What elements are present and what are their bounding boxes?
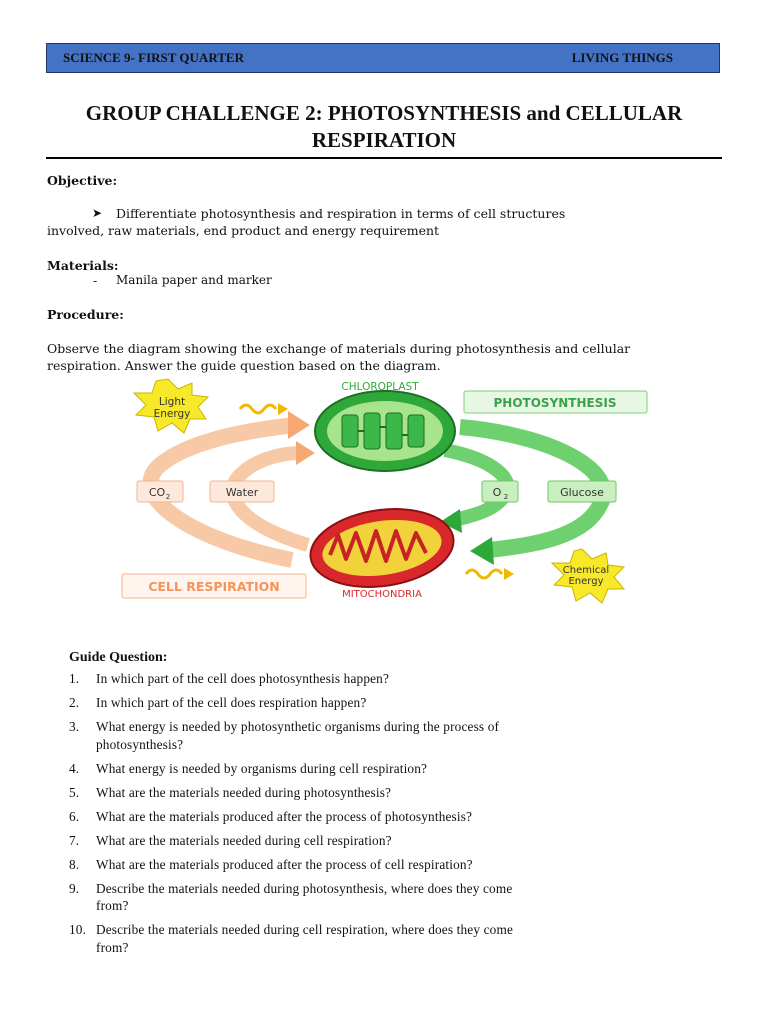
header-subject: SCIENCE 9- FIRST QUARTER bbox=[63, 50, 244, 65]
procedure-text-line-1: Observe the diagram showing the exchange of materials during photosynthesis and cellular bbox=[47, 341, 631, 356]
cell-respiration-label: CELL RESPIRATION bbox=[148, 579, 280, 594]
question-number: 6. bbox=[69, 808, 80, 824]
question-list bbox=[69, 670, 719, 956]
question-text-continued: from? bbox=[96, 939, 129, 955]
materials-dash: - bbox=[93, 273, 98, 288]
co2-subscript: 2 bbox=[165, 493, 171, 501]
materials-item: Manila paper and marker bbox=[116, 273, 272, 287]
title-line-2: RESPIRATION bbox=[311, 128, 457, 152]
chemical-wave-arrow bbox=[466, 570, 502, 578]
question-number: 5. bbox=[69, 784, 80, 800]
question-number: 1. bbox=[69, 671, 80, 686]
header-bar bbox=[46, 43, 720, 73]
light-energy-label-2: Energy bbox=[153, 408, 191, 420]
question-text: Describe the materials needed during cell respiration, where does they come bbox=[96, 922, 514, 937]
mitochondria-label: MITOCHONDRIA bbox=[342, 589, 422, 600]
arrow-bullet-icon: ➤ bbox=[92, 206, 103, 220]
page-title bbox=[46, 100, 722, 154]
question-text: What are the materials needed during photosynthesis? bbox=[96, 784, 392, 800]
objective-heading: Objective: bbox=[47, 173, 118, 188]
guide-question-item bbox=[69, 718, 719, 753]
chloroplast-organelle bbox=[315, 391, 455, 471]
guide-question-item bbox=[69, 880, 719, 915]
chemical-energy-label-1: Chemical bbox=[562, 565, 610, 576]
photosynthesis-label: PHOTOSYNTHESIS bbox=[493, 396, 617, 410]
question-text: What are the materials produced after the process of photosynthesis? bbox=[96, 808, 473, 824]
title-divider bbox=[46, 157, 722, 159]
question-number: 4. bbox=[69, 760, 80, 776]
procedure-text-line-2: respiration. Answer the guide question based on the diagram. bbox=[47, 358, 441, 373]
objective-text-line-1: Differentiate photosynthesis and respiration in terms of cell structures bbox=[116, 206, 566, 221]
question-text: What energy is needed by photosynthetic organisms during the process of bbox=[96, 719, 500, 734]
light-energy-label-1: Light bbox=[158, 396, 186, 408]
question-text: Describe the materials needed during photosynthesis, where does they come bbox=[96, 880, 513, 896]
water-label: Water bbox=[225, 486, 259, 499]
guide-question-item bbox=[69, 670, 719, 688]
orange-arrow-head-inner bbox=[296, 441, 315, 465]
glucose-label: Glucose bbox=[560, 486, 604, 499]
question-text: What are the materials produced after the process of cell respiration? bbox=[96, 856, 473, 872]
question-number: 2. bbox=[69, 695, 80, 710]
question-text: What energy is needed by organisms during cell respiration? bbox=[96, 760, 428, 776]
guide-question-item bbox=[69, 921, 719, 956]
guide-question-item bbox=[69, 760, 719, 778]
chloroplast-label: CHLOROPLAST bbox=[341, 381, 419, 393]
question-text-continued: from? bbox=[96, 898, 129, 913]
guide-question-item bbox=[69, 856, 719, 874]
photosynthesis-respiration-diagram bbox=[120, 375, 650, 605]
question-number: 3. bbox=[69, 719, 80, 734]
procedure-heading: Procedure: bbox=[47, 307, 124, 322]
question-number: 7. bbox=[69, 832, 80, 848]
materials-heading: Materials: bbox=[47, 258, 119, 273]
question-number: 8. bbox=[69, 856, 80, 872]
guide-question-item bbox=[69, 832, 719, 850]
question-text-continued: photosynthesis? bbox=[96, 736, 184, 752]
guide-question-title: Guide Question: bbox=[69, 650, 168, 665]
guide-question-item bbox=[69, 694, 719, 712]
question-text: In which part of the cell does photosynthesis happen? bbox=[96, 671, 390, 686]
green-arrow-head-outer bbox=[470, 537, 494, 565]
chemical-energy-burst bbox=[552, 549, 624, 603]
question-text: What are the materials needed during cell respiration? bbox=[96, 832, 392, 848]
light-wave-arrow bbox=[240, 405, 276, 413]
question-number: 10. bbox=[69, 922, 87, 937]
light-energy-burst bbox=[134, 379, 208, 433]
header-topic: LIVING THINGS bbox=[571, 50, 673, 65]
guide-questions bbox=[69, 650, 719, 963]
question-number: 9. bbox=[69, 880, 80, 896]
question-text: In which part of the cell does respiration happen? bbox=[96, 695, 367, 710]
o2-subscript: 2 bbox=[503, 493, 509, 501]
orange-arrow-head-outer bbox=[288, 411, 310, 439]
guide-question-item bbox=[69, 808, 719, 826]
objective-text-line-2: involved, raw materials, end product and energy requirement bbox=[47, 223, 440, 238]
co2-label: CO bbox=[148, 486, 166, 499]
o2-label: O bbox=[492, 486, 502, 499]
chemical-energy-label-2: Energy bbox=[568, 576, 604, 587]
title-line-1: GROUP CHALLENGE 2: PHOTOSYNTHESIS and CELLULAR bbox=[85, 101, 683, 125]
guide-question-item bbox=[69, 784, 719, 802]
mitochondria-organelle bbox=[305, 500, 458, 595]
